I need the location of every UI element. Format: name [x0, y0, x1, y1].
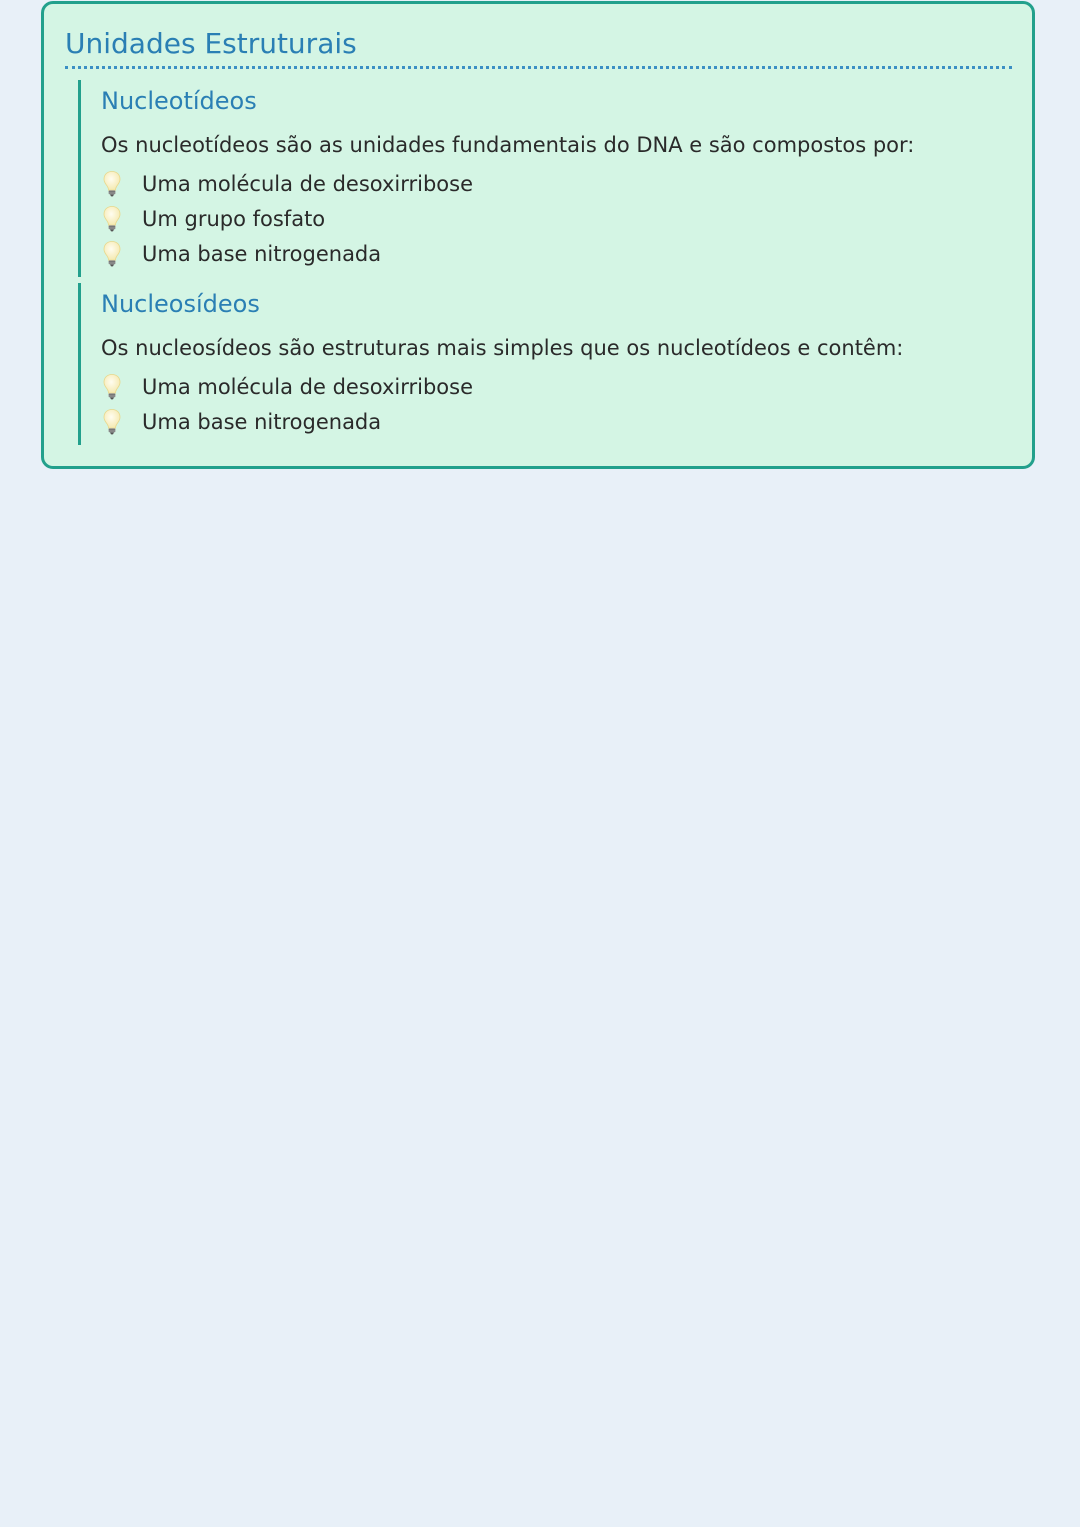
- list-item-text: Uma molécula de desoxirribose: [142, 171, 474, 196]
- list-item-text: Uma molécula de desoxirribose: [142, 374, 474, 399]
- lightbulb-icon: [101, 170, 123, 198]
- bullet-list: [101, 369, 473, 439]
- section-nucleosideos: [78, 283, 1008, 445]
- list-item: [101, 166, 473, 201]
- section-intro: Os nucleosídeos são estruturas mais simples que os nucleotídeos e contêm:: [101, 336, 904, 360]
- section-title: Nucleosídeos: [101, 290, 260, 318]
- list-item-text: Uma base nitrogenada: [142, 241, 382, 266]
- list-item: [101, 369, 473, 404]
- lightbulb-icon: [101, 373, 123, 401]
- info-card: [41, 1, 1035, 469]
- list-item: [101, 201, 473, 236]
- list-item: [101, 236, 473, 271]
- section-intro: Os nucleotídeos são as unidades fundamentais do DNA e são compostos por:: [101, 133, 915, 157]
- lightbulb-icon: [101, 205, 123, 233]
- card-title: Unidades Estruturais: [65, 27, 357, 60]
- lightbulb-icon: [101, 240, 123, 268]
- title-divider: [65, 66, 1012, 69]
- list-item-text: Um grupo fosfato: [142, 206, 326, 231]
- lightbulb-icon: [101, 408, 123, 436]
- section-title: Nucleotídeos: [101, 87, 257, 115]
- list-item-text: Uma base nitrogenada: [142, 409, 382, 434]
- list-item: [101, 404, 473, 439]
- bullet-list: [101, 166, 473, 271]
- section-nucleotideos: [78, 80, 1008, 277]
